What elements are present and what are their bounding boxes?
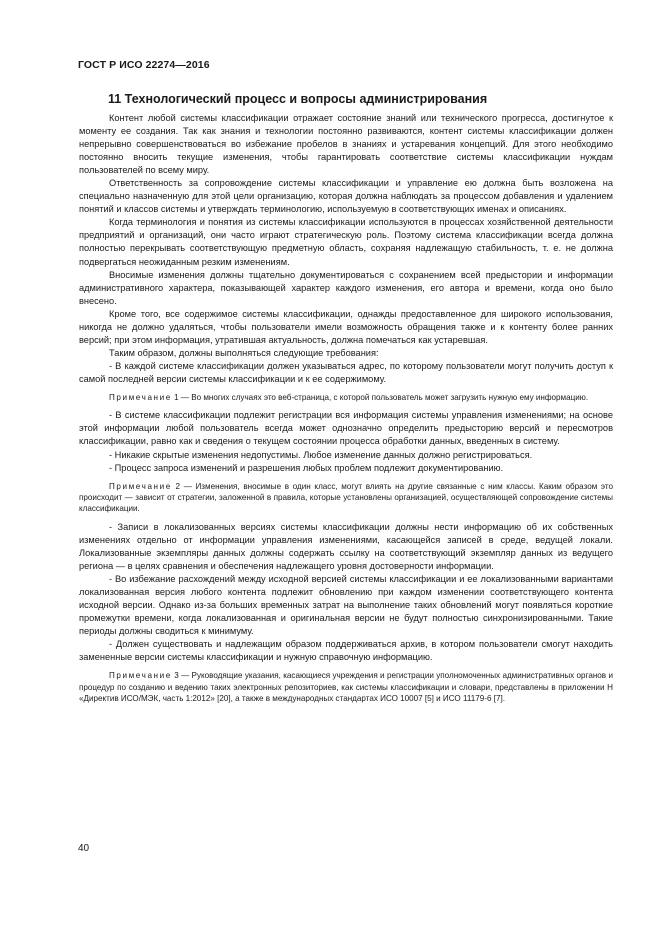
- page-number: 40: [78, 843, 90, 854]
- paragraph: Когда терминология и понятия из системы классификации используются в процессах хозяйственной деятельности предприятий и организаций, они часто играют стратегическую роль. Поэтому система классификации всегда должна полностью перекрывать соответствующую предметную область, сохраняя надлежащую стабильность, т. е. не должна подвергаться неожиданным резким изменениям.: [79, 217, 613, 267]
- note: [79, 481, 613, 515]
- standard-header: ГОСТ Р ИСО 22274—2016: [78, 59, 210, 71]
- requirement-item: - Во избежание расхождений между исходной версией системы классификации и ее локализованными вариантами локализованная версия любого контента подлежит обновлению при каждом изменении соответствующего контента исходной версии. Однако из-за больших временных затрат на выполнение таких обновлений могут появляться короткие промежутки времени, когда локализованная и оригинальная версии не будут полностью синхронизированными. Такие периоды должны сводиться к минимуму.: [79, 574, 613, 637]
- requirement-item: - Процесс запроса изменений и разрешения любых проблем подлежит документированию.: [109, 462, 504, 473]
- paragraph: Ответственность за сопровождение системы классификации и управление ею должна быть возложена на специально назначенную для этой цели организацию, которая должна наблюдать за процессом добавления и удалением понятий и классов системы и утверждать терминологию, используемую в соответствующих именах и описаниях.: [79, 178, 613, 215]
- note-text: 2 — Изменения, вносимые в один класс, могут влиять на другие связанные с ним классы. Каким образом это происходит — зависит от стратегии, заложенной в правила, которые установлены организацией, осуществляющей сопровождение системы классификации.: [79, 481, 613, 514]
- paragraph: Кроме того, все содержимое системы классификации, однажды предоставленное для широкого использования, никогда не должно удаляться, чтобы пользователи имели возможность обращения также и к контенту более ранних версий; при этом информация, утратившая актуальность, должна помечаться как устаревшая.: [79, 308, 613, 345]
- paragraph: Вносимые изменения должны тщательно документироваться с сохранением всей предыстории и информации административного характера, показывающей характер каждого изменения, его автора и времени, когда оно было внесено.: [79, 269, 613, 306]
- note-text: 1 — Во многих случаях это веб-страница, с которой пользователь может загрузить нужную ему информацию.: [171, 392, 589, 402]
- section-body: [79, 112, 613, 711]
- requirement-item: - В системе классификации подлежит регистрации вся информация системы управления изменениями; на основе этой информации любой пользователь всегда может однозначно определить предысторию версий и пересмотров классификации, равно как и сведения о текущем состоянии процесса обработки данных, введенных в систему.: [79, 410, 613, 447]
- requirement-item: - В каждой системе классификации должен указываться адрес, по которому пользователи могут получить доступ к самой последней версии системы классификации и к ее содержимому.: [79, 360, 613, 384]
- note-label: Примечание: [109, 481, 172, 491]
- note-label: Примечание: [109, 671, 172, 681]
- paragraph: Таким образом, должны выполняться следующие требования:: [109, 347, 379, 358]
- requirement-item: - Должен существовать и надлежащим образом поддерживаться архив, в котором пользователи смогут находить замененные версии системы классификации и нужную справочную информацию.: [79, 639, 613, 663]
- note-label: Примечание: [109, 392, 172, 402]
- paragraph: Контент любой системы классификации отражает состояние знаний или технического прогресса, достигнутое к моменту ее создания. Так как знания и технологии постоянно развиваются, контент системы классификации должен непрерывно совершенствоваться во избежание пробелов в знаниях и устаревания концепций. Для этого необходимо постоянно вносить текущие изменения, чтобы гарантировать соответствие системы классификации нуждам пользователей по всему миру.: [79, 113, 613, 176]
- note: [79, 392, 613, 403]
- note-text: 3 — Руководящие указания, касающиеся учреждения и регистрации уполномоченных административных органов и процедур по созданию и ведению таких электронных репозиториев, как системы классификации и словари, представлены в приложении Н «Директив ИСО/МЭК, часть 1:2012» [20], а также в международных стандартах ИСО 10007 [5] и ИСО 11179-6 [7].: [79, 671, 613, 704]
- requirement-item: - Никакие скрытые изменения недопустимы. Любое изменение данных должно регистрироваться.: [109, 449, 533, 460]
- section-title: 11 Технологический процесс и вопросы администрирования: [108, 92, 488, 106]
- requirement-item: - Записи в локализованных версиях системы классификации должны нести информацию об их собственных изменениях отдельно от информации управления изменениями, касающейся записей в среде, ведущей локали. Локализованные экземпляры данных должны содержать ссылку на соответствующий экземпляр данных из ведущего региона — в целях сравнения и обеспечения надлежащего уровня достоверности информации.: [79, 521, 613, 571]
- note: [79, 670, 613, 704]
